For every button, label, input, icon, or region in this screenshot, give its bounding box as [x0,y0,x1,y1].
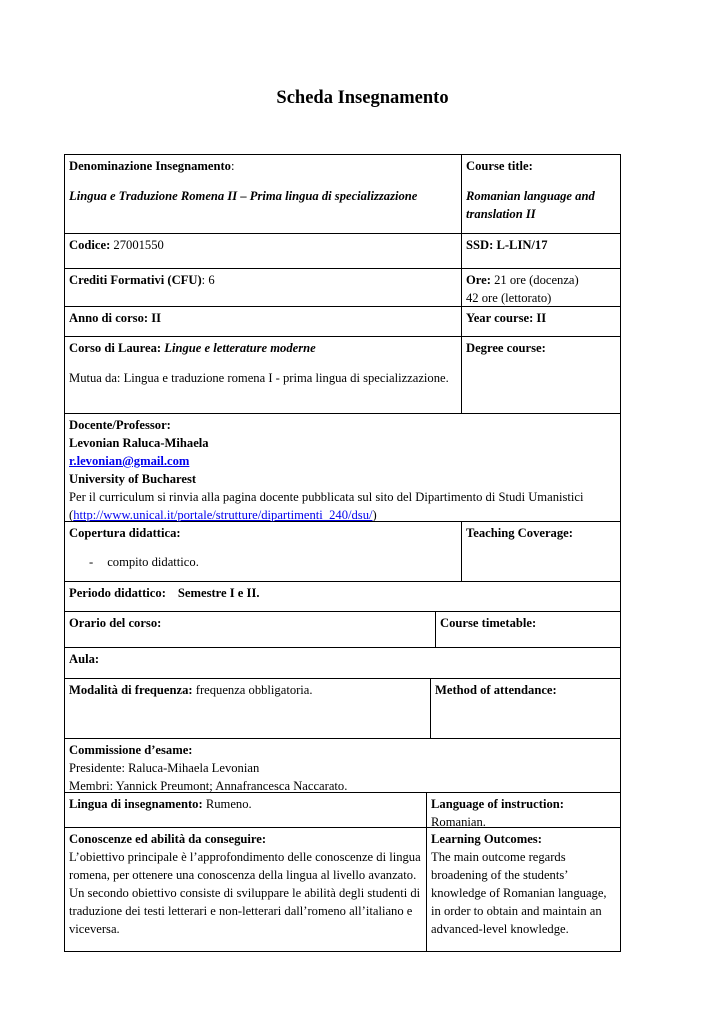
cell-anno [65,307,462,336]
conoscenze-p2: Un secondo obiettivo consiste di sviluppare le abilità degli studenti di traduzione dei testi letterari e non-letterari dall’romeno all’italiano e viceversa. [69,886,421,936]
cell-copertura [65,522,462,581]
anno-label: Anno di corso: II [69,311,162,325]
cell-corso-laurea [65,337,462,413]
corso-laurea-label: Corso di Laurea: [69,341,162,355]
docente-university: University of Bucharest [69,472,197,486]
copertura-label: Copertura didattica: [69,526,181,540]
cell-codice [65,234,462,268]
bullet-dash: - [89,555,94,569]
row-codice [65,234,620,269]
dsu-url-link[interactable]: http://www.unical.it/portale/strutture/dipartimenti_240/dsu/ [73,508,373,522]
lingua-value: Rumeno. [202,797,252,811]
row-anno [65,307,620,337]
cell-docente [65,414,620,521]
cell-periodo [65,582,620,611]
docente-label: Docente/Professor: [69,418,171,432]
cell-modalita [65,679,431,738]
course-title-label: Course title: [466,159,533,173]
paren-open: ( [69,508,74,522]
method-attendance-label: Method of attendance: [435,683,557,697]
page-title: Scheda Insegnamento [276,88,449,108]
cell-teaching-coverage [462,522,620,581]
mutua-da: Mutua da: Lingua e traduzione romena I - prima lingua di specializzazione. [69,371,449,385]
corso-laurea-value: Lingue e letterature moderne [161,341,316,355]
row-periodo [65,582,620,612]
cell-degree-course [462,337,620,413]
commissione-label: Commissione d’esame: [69,743,193,757]
lingua-label: Lingua di insegnamento: [69,797,203,811]
docente-email-link[interactable]: r.levonian@gmail.com [69,454,190,468]
commissione-presidente: Presidente: Raluca-Mihaela Levonian [69,761,260,775]
conoscenze-p1: L’obiettivo principale è l’approfondimento delle conoscenze di lingua romena, per ottenere una conoscenza della lingua al livello avanzato. [69,850,421,882]
row-denominazione [65,155,620,234]
periodo-label: Periodo didattico: [69,586,166,600]
learning-outcomes-text: The main outcome regards broadening of the students’ knowledge of Romanian language, in order to obtain and maintain an advanced-level knowledge. [431,850,607,936]
course-title-value: Romanian language and translation II [466,189,595,221]
cell-orario [65,612,436,647]
denominazione-label: Denominazione Insegnamento [69,159,231,173]
cell-ssd [462,234,620,268]
cell-crediti [65,269,462,306]
language-instruction-label: Language of instruction: [431,797,564,811]
cell-conoscenze [65,828,427,951]
periodo-value: Semestre I e II. [177,586,260,600]
ore-label: Ore: [466,273,491,287]
orario-label: Orario del corso: [69,616,162,630]
learning-outcomes-label: Learning Outcomes: [431,832,542,846]
crediti-value: : 6 [201,273,215,287]
conoscenze-label: Conoscenze ed abilità da conseguire: [69,832,267,846]
ore-docenza: 21 ore (docenza) [490,273,579,287]
row-crediti [65,269,620,307]
cell-aula [65,648,620,678]
cell-denominazione [65,155,462,233]
row-orario [65,612,620,648]
aula-label: Aula: [69,652,100,666]
docente-name: Levonian Raluca-Mihaela [69,436,209,450]
curriculum-text: Per il curriculum si rinvia alla pagina docente pubblicata sul sito del Dipartimento di Studi Umanistici [69,490,584,504]
crediti-label: Crediti Formativi (CFU) [69,273,202,287]
ore-lettorato: 42 ore (lettorato) [466,291,552,305]
cell-method-attendance [431,679,620,738]
cell-ore [462,269,620,306]
course-timetable-label: Course timetable: [440,616,537,630]
row-lingua [65,793,620,828]
denominazione-colon: : [230,159,235,173]
row-commissione [65,739,620,793]
row-conoscenze [65,828,620,951]
cell-language-instruction [427,793,620,827]
row-corso-laurea [65,337,620,414]
row-modalita [65,679,620,739]
commissione-membri: Membri: Yannick Preumont; Annafrancesca Naccarato. [69,779,348,793]
modalita-value: frequenza obbligatoria. [192,683,313,697]
copertura-item: compito didattico. [107,555,199,569]
codice-value: 27001550 [110,238,164,252]
cell-course-title [462,155,620,233]
modalita-label: Modalità di frequenza: [69,683,193,697]
cell-course-timetable [436,612,620,647]
cell-lingua [65,793,427,827]
cell-commissione [65,739,620,792]
course-sheet-table [64,154,621,952]
paren-close: ) [372,508,377,522]
row-copertura [65,522,620,582]
ssd-label: SSD: L-LIN/17 [466,238,548,252]
cell-year-course [462,307,620,336]
codice-label: Codice: [69,238,111,252]
denominazione-value: Lingua e Traduzione Romena II – Prima lingua di specializzazione [69,189,418,203]
row-aula [65,648,620,679]
cell-learning-outcomes [427,828,620,951]
language-instruction-value: Romanian. [431,815,486,829]
teaching-coverage-label: Teaching Coverage: [466,526,573,540]
row-docente [65,414,620,522]
degree-course-label: Degree course: [466,341,546,355]
year-course-label: Year course: II [466,311,547,325]
